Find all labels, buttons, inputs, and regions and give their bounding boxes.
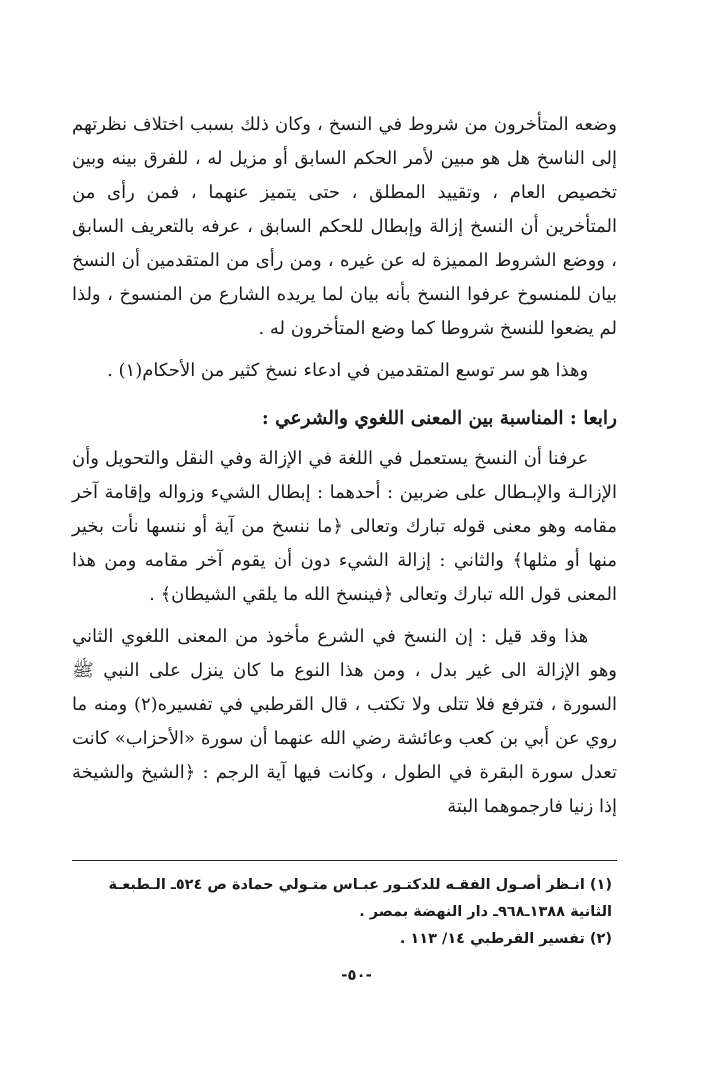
- paragraph-2: وهذا هو سر توسع المتقدمين في ادعاء نسخ كثير من الأحكام(١) .: [107, 360, 589, 381]
- footnote-2: (٢) تفسير القرطبي ١٤/ ١١٣ .: [399, 931, 612, 947]
- section-heading: رابعا : المناسبة بين المعنى اللغوي والشرعي :: [261, 408, 617, 429]
- footnote-divider: [72, 860, 617, 861]
- main-text: [72, 108, 617, 824]
- footnotes: [82, 872, 612, 953]
- paragraph-3: عرفنا أن النسخ يستعمل في اللغة في الإزالة وفي النقل والتحويل وأن الإزالـة والإبـطال على ضربين : أحدهما : إبطال الشيء وزواله وإقامة آخر مقامه وهو معنى قوله تبارك وتعالى ﴿ما ننسخ من آية أو ننسها نأت بخير منها أو مثلها﴾ والثاني : إزالة الشيء دون أن يقوم آخر مقامه ومن هذا المعنى قول الله تبارك وتعالى ﴿فينسخ الله ما يلقي الشيطان﴾ .: [72, 448, 617, 605]
- paragraph-4: هذا وقد قيل : إن النسخ في الشرع مأخوذ من المعنى اللغوي الثاني وهو الإزالة الى غير بدل ، ومن هذا النوع ما كان ينزل على النبي ﷺ السورة ، فترفع فلا تتلى ولا تكتب ، قال القرطبي في تفسيره(٢) ومنه ما روي عن أبي بن كعب وعائشة رضي الله عنهما أن سورة «الأحزاب» كانت تعدل سورة البقرة في الطول ، وكانت فيها آية الرجم : ﴿الشيخ والشيخة إذا زنيا فارجموهما البتة: [72, 626, 617, 817]
- paragraph-1: وضعه المتأخرون من شروط في النسخ ، وكان ذلك بسبب اختلاف نظرتهم إلى الناسخ هل هو مبين لأمر الحكم السابق أو مزيل له ، للفرق بينه وبين تخصيص العام ، وتقييد المطلق ، حتى يتميز عنهما ، فمن رأى من المتأخرين أن النسخ إزالة وإبطال للحكم السابق ، عرفه بالتعريف السابق ، ووضع الشروط المميزة له عن غيره ، ومن رأى من المتقدمين أن النسخ بيان للمنسوخ عرفوا النسخ بأنه بيان لما يريده الشارع من المنسوخ ، ولذا لم يضعوا للنسخ شروطا كما وضع المتأخرون له .: [72, 114, 617, 339]
- footnote-1: (١) انـظر أصـول الفقـه للدكتـور عبـاس متـولي حمادة ص ٥٢٤ـ الـطبعـة الثانية ١٣٨٨ـ٩٦٨ـ دار النهضة بمصر .: [108, 877, 612, 920]
- page-number: -٥٠-: [341, 966, 372, 984]
